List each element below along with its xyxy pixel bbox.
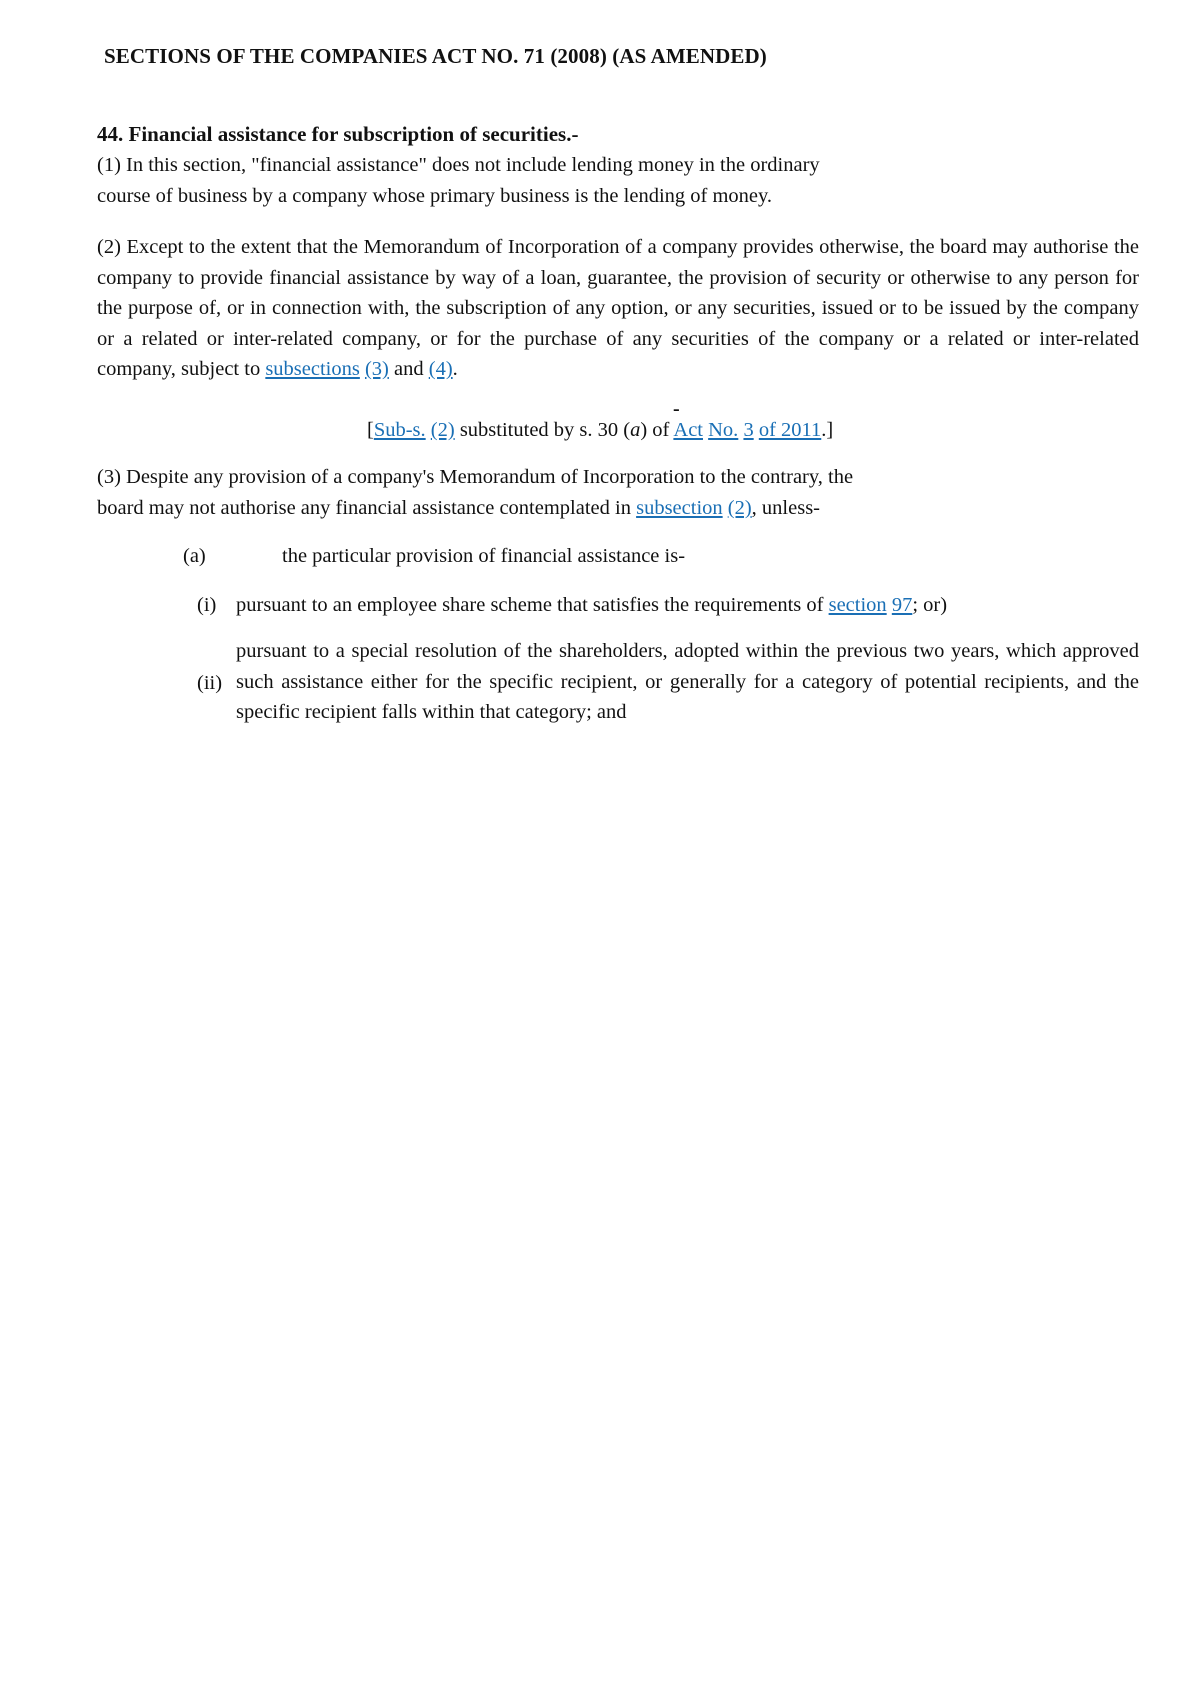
amendment-note [367,419,833,442]
subsection-2-text: (2) Except to the extent that the Memorandum of Incorporation of a company provides otherwise, the board may authorise the company to provide financial assistance by way of a loan, guarantee, the provision of security or otherwise to any person for the purpose of, or in connection with, the subscription of any option, or any securities, issued or to be issued by the company or a related or inter-related company, or for the purchase of any securities of the company or a related or inter-related company, subject to [97,236,1139,380]
dash-mark: - [673,398,680,420]
link-no[interactable]: No. [708,419,739,441]
link-section[interactable]: section [828,594,887,616]
amendment-open-bracket: [ [367,419,374,441]
subsection-1-line-1: (1) In this section, "financial assistance" does not include lending money in the ordinary [97,154,820,176]
link-subsection-4[interactable]: (4) [428,358,453,380]
link-sub-s[interactable]: Sub-s. [373,419,426,441]
item-i-text-before: pursuant to an employee share scheme that satisfies the requirements of [236,594,829,616]
subsection-2 [97,232,1139,385]
period: . [452,358,458,380]
item-a-text: the particular provision of financial assistance is- [282,545,686,567]
item-a-label: (a) [183,545,206,567]
subsection-1-line-2: course of business by a company whose primary business is the lending of money. [97,184,773,207]
link-subsection-3[interactable]: (3) [364,358,389,380]
section-heading: 44. Financial assistance for subscription of securities.- [97,122,579,146]
item-i-text-after: ; or) [912,594,948,616]
link-sub-s-2[interactable]: (2) [430,419,455,441]
item-ii-text: pursuant to a special resolution of the shareholders, adopted within the previous two years, which approved such assistance either for the specific recipient, or generally for a category of potential recipients, and the specific recipient falls within that category; and [236,640,1139,723]
link-subsections[interactable]: subsections [265,358,360,380]
item-i-label: (i) [197,594,217,616]
subsection-3 [97,462,1139,523]
link-act[interactable]: Act [673,419,703,441]
document-title: SECTIONS OF THE COMPANIES ACT NO. 71 (2008) (AS AMENDED) [104,44,767,68]
amendment-middle: substituted by s. 30 ( [454,419,631,441]
and-text: and [388,358,429,380]
unless-text: , unless- [751,496,820,519]
link-subsection[interactable]: subsection [636,496,723,519]
subsection-3-line-2-text: board may not authorise any financial assistance contemplated in [97,496,637,519]
link-section-97[interactable]: 97 [891,594,913,616]
item-i-text [236,590,1139,621]
amendment-after-a: ) of [640,419,674,441]
amendment-italic-a: a [630,419,641,441]
amendment-close: .] [821,419,834,441]
subsection-3-line-1: (3) Despite any provision of a company's Memorandum of Incorporation to the contrary, the [97,466,854,488]
item-ii-label: (ii) [197,672,223,694]
link-act-3[interactable]: 3 [743,419,754,441]
link-of-2011[interactable]: of 2011 [758,419,822,441]
subsection-1 [97,150,1139,211]
subsection-3-line-2 [97,493,1139,524]
link-subsection-2[interactable]: (2) [727,496,752,519]
